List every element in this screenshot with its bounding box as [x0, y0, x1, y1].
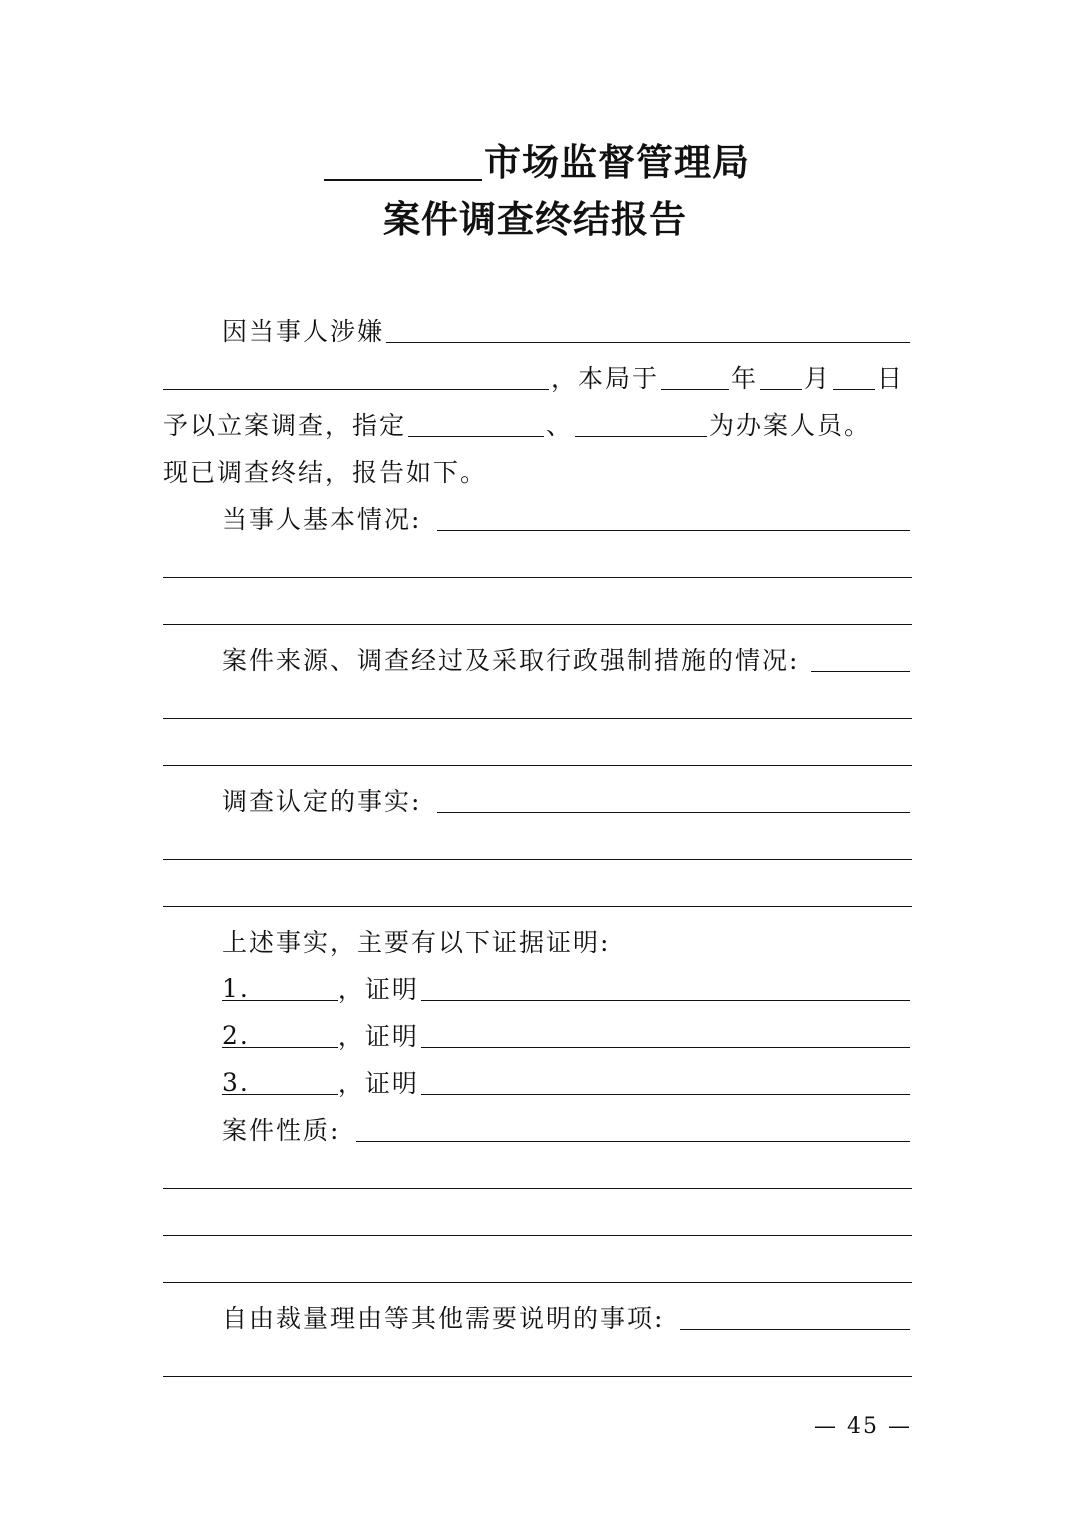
- discretion-label: 自由裁量理由等其他需要说明的事项:: [222, 1304, 665, 1333]
- evidence-item: [222, 1070, 912, 1098]
- month-label: 月: [804, 364, 832, 393]
- discretion-blank[interactable]: [680, 1307, 910, 1330]
- evidence-prove-blank[interactable]: [421, 1025, 910, 1048]
- org-name-blank[interactable]: [324, 145, 482, 181]
- evidence-number[interactable]: 1.: [222, 978, 338, 1001]
- basic-info-rule-1[interactable]: [163, 577, 912, 578]
- evidence-number[interactable]: 3.: [222, 1072, 338, 1095]
- line-facts: [222, 788, 912, 816]
- suspected-violation-blank-cont[interactable]: [163, 367, 549, 390]
- org-title: [0, 140, 1074, 184]
- basic-info-label: 当事人基本情况:: [222, 505, 422, 534]
- case-source-rule-1[interactable]: [163, 718, 912, 719]
- assign-text: 予以立案调查，指定: [163, 411, 407, 440]
- staff-2-blank[interactable]: [575, 414, 707, 437]
- case-source-rule-2[interactable]: [163, 765, 912, 766]
- line-discretion: [222, 1305, 912, 1333]
- case-source-blank[interactable]: [811, 649, 910, 672]
- year-label: 年: [731, 364, 759, 393]
- concluded-text: 现已调查终结，报告如下。: [163, 458, 488, 487]
- line-basic-info: [222, 506, 912, 534]
- dun-mark: 、: [546, 411, 574, 440]
- basic-info-blank[interactable]: [437, 508, 910, 531]
- facts-rule-1[interactable]: [163, 859, 912, 860]
- line-concluded: [163, 459, 912, 487]
- line-case-source: [222, 647, 912, 675]
- evidence-prove-blank[interactable]: [421, 1072, 910, 1095]
- discretion-rule-1[interactable]: [163, 1376, 912, 1377]
- bureau-text: ，本局于: [551, 364, 660, 393]
- line-evidence-intro: [222, 929, 912, 957]
- report-title: 案件调查终结报告: [383, 197, 687, 241]
- suspected-violation-blank[interactable]: [386, 320, 910, 343]
- nature-rule-2[interactable]: [163, 1235, 912, 1236]
- day-blank[interactable]: [833, 367, 875, 390]
- staff-1-blank[interactable]: [408, 414, 544, 437]
- evidence-number[interactable]: 2.: [222, 1025, 338, 1048]
- lead-text: 因当事人涉嫌: [222, 317, 385, 346]
- year-blank[interactable]: [661, 367, 729, 390]
- nature-label: 案件性质:: [222, 1116, 341, 1145]
- evidence-prove-text: ，证明: [337, 1022, 419, 1051]
- case-source-label: 案件来源、调查经过及采取行政强制措施的情况:: [222, 646, 800, 675]
- nature-rule-3[interactable]: [163, 1282, 912, 1283]
- line-assign: [163, 412, 912, 440]
- staff-text: 为办案人员。: [709, 411, 872, 440]
- evidence-prove-blank[interactable]: [421, 978, 910, 1001]
- evidence-item: [222, 976, 912, 1004]
- line-filing-date: [163, 365, 912, 393]
- evidence-intro-text: 上述事实，主要有以下证据证明:: [222, 928, 611, 957]
- evidence-prove-text: ，证明: [337, 1069, 419, 1098]
- page-number: — 45 —: [814, 1414, 912, 1439]
- facts-blank[interactable]: [437, 790, 910, 813]
- month-blank[interactable]: [760, 367, 802, 390]
- basic-info-rule-2[interactable]: [163, 624, 912, 625]
- nature-rule-1[interactable]: [163, 1188, 912, 1189]
- org-suffix: 市场监督管理局: [484, 140, 750, 184]
- evidence-item: [222, 1023, 912, 1051]
- day-label: 日: [877, 364, 905, 393]
- facts-label: 调查认定的事实:: [222, 787, 422, 816]
- line-nature: [222, 1117, 912, 1145]
- facts-rule-2[interactable]: [163, 906, 912, 907]
- line-suspected: [222, 318, 912, 346]
- evidence-prove-text: ，证明: [337, 975, 419, 1004]
- nature-blank[interactable]: [356, 1119, 910, 1142]
